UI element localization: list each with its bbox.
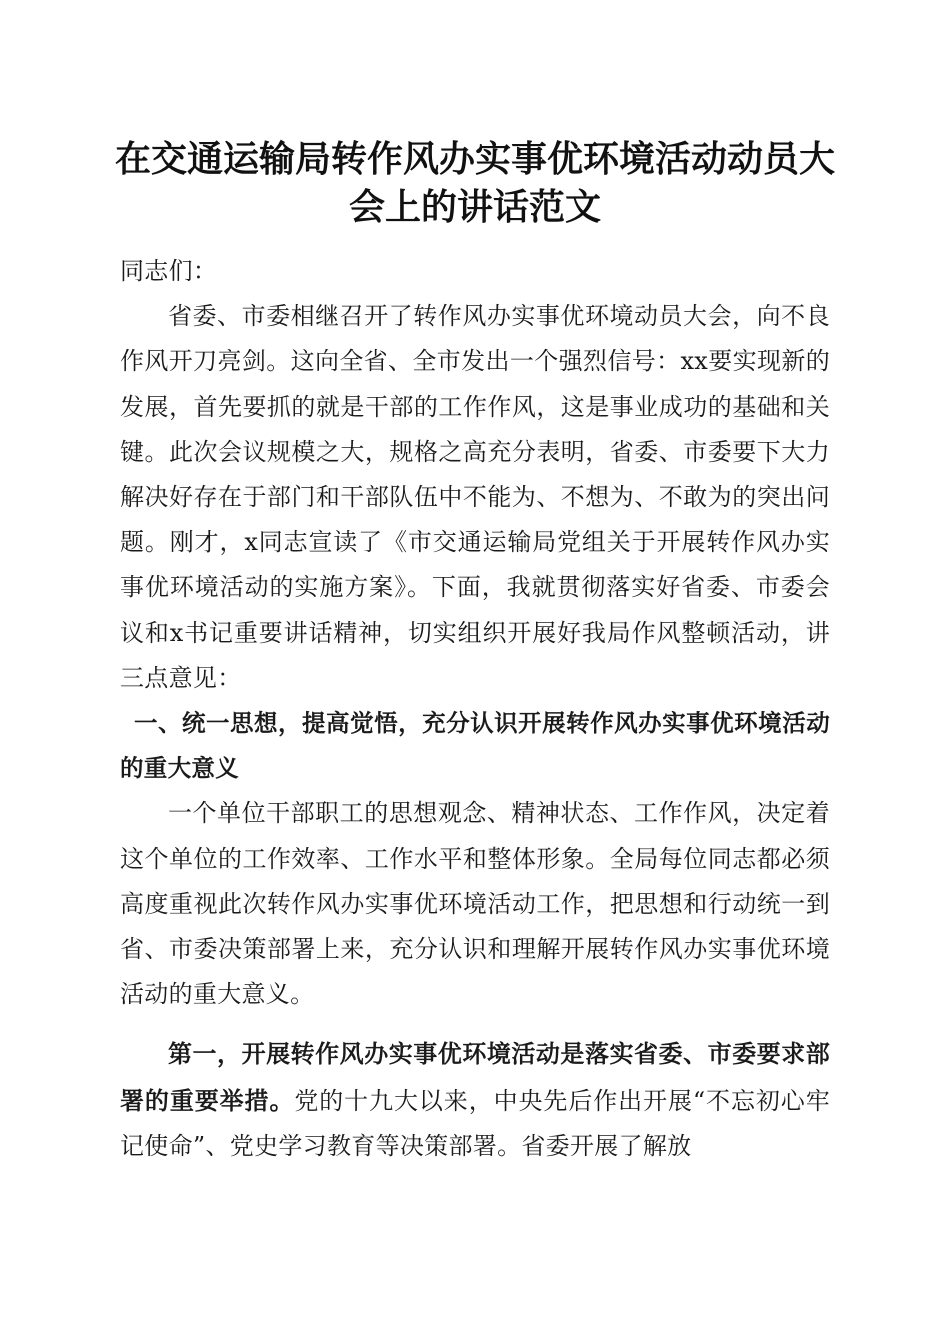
document-body bbox=[120, 249, 830, 1169]
document-title bbox=[100, 135, 850, 231]
paragraph-point-1 bbox=[120, 1031, 830, 1169]
paragraph-section-1: 一个单位干部职工的思想观念、精神状态、工作作风，决定着这个单位的工作效率、工作水平和整体形象。全局每位同志都必须高度重视此次转作风办实事优环境活动工作，把思想和行动统一到省、市委决策部署上来，充分认识和理解开展转作风办实事优环境活动的重大意义。 bbox=[120, 799, 830, 1009]
paragraph-intro: 省委、市委相继召开了转作风办实事优环境动员大会，向不良作风开刀亮剑。这向全省、全市发出一个强烈信号：xx要实现新的发展，首先要抓的就是干部的工作作风，这是事业成功的基础和关键。此次会议规模之大，规格之高充分表明，省委、市委要下大力解决好存在于部门和干部队伍中不能为、不想为、不敢为的突出问题。刚才，x同志宣读了《市交通运输局党组关于开展转作风办实事优环境活动的实施方案》。下面，我就贯彻落实好省委、市委会议和x书记重要讲话精神，切实组织开展好我局作风整顿活动，讲三点意见： bbox=[120, 302, 830, 692]
point-1-text: 党的十九大以来，中央先后作出开展“不忘初心牢记使命”、党史学习教育等决策部署。省委开展了解放 bbox=[120, 1086, 830, 1160]
title-line-1: 在交通运输局转作风办实事优环境活动动员大 bbox=[114, 138, 835, 180]
title-line-2: 会上的讲话范文 bbox=[348, 186, 601, 228]
section-heading-1: 一、统一思想，提高觉悟，充分认识开展转作风办实事优环境活动的重大意义 bbox=[120, 709, 830, 783]
salutation: 同志们： bbox=[120, 257, 218, 285]
point-1-lead: 第一，开展转作风办实事优环境活动是落实省委、市委要求部署的重要举措。 bbox=[120, 1039, 830, 1115]
